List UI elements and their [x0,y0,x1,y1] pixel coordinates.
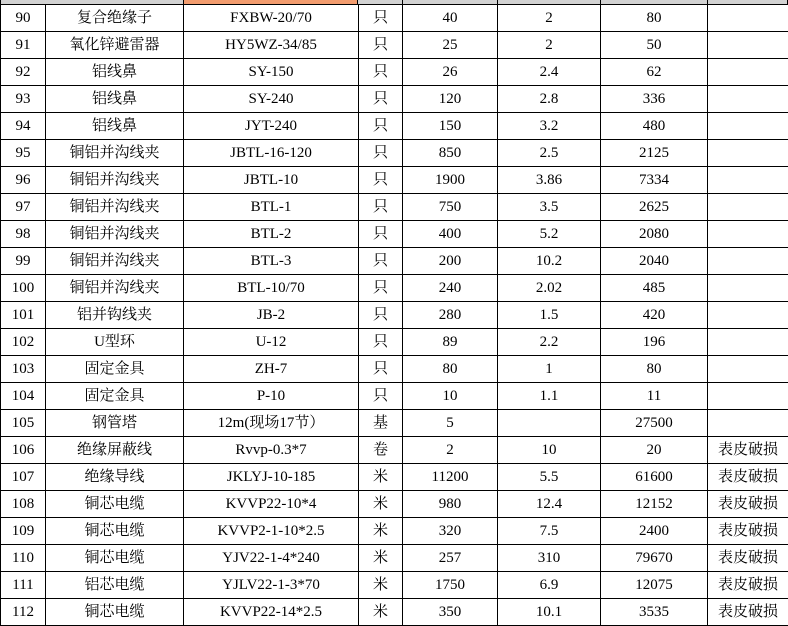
table-row [1,491,788,518]
cell-row-number[interactable]: 105 [1,410,46,437]
cell-material-name[interactable]: 铜铝并沟线夹 [46,248,184,275]
table-row [1,221,788,248]
cell-material-name[interactable]: 铝并钩线夹 [46,302,184,329]
cell-row-number[interactable]: 106 [1,437,46,464]
cell-material-name[interactable]: 铜芯电缆 [46,491,184,518]
cell-total[interactable]: 336 [601,86,708,113]
cell-total[interactable]: 27500 [601,410,708,437]
cell-quantity[interactable]: 10 [403,383,498,410]
cell-material-name[interactable]: 铝线鼻 [46,59,184,86]
cell-note[interactable]: 表皮破损 [708,545,788,572]
cell-note[interactable] [708,113,788,140]
cell-unit-price[interactable]: 2.4 [498,59,601,86]
cell-model-spec[interactable]: SY-150 [184,59,359,86]
cell-material-name[interactable]: 铜铝并沟线夹 [46,194,184,221]
cell-row-number[interactable]: 111 [1,572,46,599]
cell-quantity[interactable]: 350 [403,599,498,626]
cell-total[interactable]: 80 [601,5,708,32]
cell-total[interactable]: 2040 [601,248,708,275]
cell-quantity[interactable]: 1900 [403,167,498,194]
cell-row-number[interactable]: 95 [1,140,46,167]
cell-total[interactable]: 80 [601,356,708,383]
cell-model-spec[interactable]: 12m(现场17节） [184,410,359,437]
cell-unit[interactable]: 米 [359,545,403,572]
cell-note[interactable]: 表皮破损 [708,518,788,545]
cell-total[interactable]: 12075 [601,572,708,599]
materials-table [0,4,788,626]
cell-unit-price[interactable]: 2 [498,32,601,59]
cell-note[interactable] [708,356,788,383]
cell-total[interactable]: 61600 [601,464,708,491]
cell-quantity[interactable]: 980 [403,491,498,518]
cell-unit[interactable]: 米 [359,518,403,545]
cell-unit-price[interactable] [498,410,601,437]
cell-quantity[interactable]: 280 [403,302,498,329]
cell-unit[interactable]: 只 [359,113,403,140]
cell-model-spec[interactable]: JBTL-10 [184,167,359,194]
cell-quantity[interactable]: 150 [403,113,498,140]
cell-unit[interactable]: 米 [359,491,403,518]
cell-total[interactable]: 50 [601,32,708,59]
cell-material-name[interactable]: 固定金具 [46,383,184,410]
cell-unit[interactable]: 只 [359,356,403,383]
cell-material-name[interactable]: 复合绝缘子 [46,5,184,32]
cell-unit-price[interactable]: 12.4 [498,491,601,518]
cell-unit[interactable]: 只 [359,86,403,113]
cell-total[interactable]: 196 [601,329,708,356]
table-row [1,59,788,86]
table-row [1,545,788,572]
cell-note[interactable] [708,86,788,113]
cell-row-number[interactable]: 107 [1,464,46,491]
cell-unit[interactable]: 只 [359,302,403,329]
table-row [1,356,788,383]
cell-model-spec[interactable]: FXBW-20/70 [184,5,359,32]
cell-total[interactable]: 20 [601,437,708,464]
table-row [1,86,788,113]
cell-total[interactable]: 79670 [601,545,708,572]
cell-row-number[interactable]: 97 [1,194,46,221]
cell-total[interactable]: 62 [601,59,708,86]
cell-note[interactable] [708,167,788,194]
cell-material-name[interactable]: 铜芯电缆 [46,545,184,572]
cell-row-number[interactable]: 112 [1,599,46,626]
table-row [1,140,788,167]
cell-material-name[interactable]: 铜芯电缆 [46,518,184,545]
cell-unit-price[interactable]: 1 [498,356,601,383]
cell-unit-price[interactable]: 2.8 [498,86,601,113]
cell-quantity[interactable]: 1750 [403,572,498,599]
cell-note[interactable] [708,140,788,167]
cell-row-number[interactable]: 104 [1,383,46,410]
cell-row-number[interactable]: 100 [1,275,46,302]
cell-note[interactable] [708,302,788,329]
cell-unit-price[interactable]: 3.86 [498,167,601,194]
cell-quantity[interactable]: 320 [403,518,498,545]
cell-quantity[interactable]: 11200 [403,464,498,491]
cell-quantity[interactable]: 5 [403,410,498,437]
cell-note[interactable]: 表皮破损 [708,437,788,464]
cell-note[interactable] [708,5,788,32]
cell-row-number[interactable]: 98 [1,221,46,248]
cell-quantity[interactable]: 400 [403,221,498,248]
cell-model-spec[interactable]: BTL-1 [184,194,359,221]
cell-row-number[interactable]: 91 [1,32,46,59]
cell-model-spec[interactable]: Rvvp-0.3*7 [184,437,359,464]
cell-total[interactable]: 3535 [601,599,708,626]
cell-total[interactable]: 485 [601,275,708,302]
cell-quantity[interactable]: 200 [403,248,498,275]
cell-model-spec[interactable]: JYT-240 [184,113,359,140]
cell-material-name[interactable]: 铜铝并沟线夹 [46,275,184,302]
cell-unit-price[interactable]: 1.5 [498,302,601,329]
cell-model-spec[interactable]: ZH-7 [184,356,359,383]
cell-unit[interactable]: 只 [359,167,403,194]
cell-total[interactable]: 11 [601,383,708,410]
cell-unit[interactable]: 米 [359,599,403,626]
cell-unit[interactable]: 只 [359,59,403,86]
cell-model-spec[interactable]: KVVP22-14*2.5 [184,599,359,626]
cell-model-spec[interactable]: YJLV22-1-3*70 [184,572,359,599]
table-row [1,113,788,140]
cell-material-name[interactable]: U型环 [46,329,184,356]
cell-row-number[interactable]: 102 [1,329,46,356]
cell-unit-price[interactable]: 5.5 [498,464,601,491]
cell-unit[interactable]: 米 [359,464,403,491]
cell-model-spec[interactable]: JBTL-16-120 [184,140,359,167]
cell-unit[interactable]: 只 [359,383,403,410]
cell-row-number[interactable]: 110 [1,545,46,572]
table-row [1,194,788,221]
cell-quantity[interactable]: 25 [403,32,498,59]
cell-row-number[interactable]: 96 [1,167,46,194]
cell-model-spec[interactable]: KVVP2-1-10*2.5 [184,518,359,545]
cell-unit[interactable]: 只 [359,221,403,248]
cell-row-number[interactable]: 109 [1,518,46,545]
cell-model-spec[interactable]: BTL-10/70 [184,275,359,302]
cell-note[interactable] [708,32,788,59]
table-row [1,302,788,329]
cell-row-number[interactable]: 92 [1,59,46,86]
cell-unit-price[interactable]: 10 [498,437,601,464]
cell-unit-price[interactable]: 6.9 [498,572,601,599]
cell-unit-price[interactable]: 10.2 [498,248,601,275]
table-row [1,518,788,545]
table-row [1,572,788,599]
cell-total[interactable]: 12152 [601,491,708,518]
cell-row-number[interactable]: 99 [1,248,46,275]
cell-unit-price[interactable]: 3.2 [498,113,601,140]
cell-total[interactable]: 2625 [601,194,708,221]
cell-note[interactable]: 表皮破损 [708,599,788,626]
cell-model-spec[interactable]: BTL-2 [184,221,359,248]
cell-quantity[interactable]: 89 [403,329,498,356]
cell-material-name[interactable]: 铜铝并沟线夹 [46,140,184,167]
cell-total[interactable]: 2400 [601,518,708,545]
cell-note[interactable]: 表皮破损 [708,572,788,599]
cell-quantity[interactable]: 80 [403,356,498,383]
table-row [1,32,788,59]
cell-material-name[interactable]: 铜铝并沟线夹 [46,221,184,248]
cell-model-spec[interactable]: BTL-3 [184,248,359,275]
cell-model-spec[interactable]: HY5WZ-34/85 [184,32,359,59]
table-row [1,275,788,302]
table-row [1,329,788,356]
cell-material-name[interactable]: 铜铝并沟线夹 [46,167,184,194]
cell-unit-price[interactable]: 1.1 [498,383,601,410]
cell-note[interactable] [708,194,788,221]
table-row [1,167,788,194]
table-row [1,410,788,437]
cell-note[interactable] [708,221,788,248]
cell-unit-price[interactable]: 2 [498,5,601,32]
cell-material-name[interactable]: 固定金具 [46,356,184,383]
table-row [1,383,788,410]
cell-quantity[interactable]: 2 [403,437,498,464]
cell-unit-price[interactable]: 5.2 [498,221,601,248]
cell-row-number[interactable]: 103 [1,356,46,383]
cell-note[interactable]: 表皮破损 [708,491,788,518]
cell-unit[interactable]: 只 [359,248,403,275]
cell-quantity[interactable]: 850 [403,140,498,167]
cell-model-spec[interactable]: P-10 [184,383,359,410]
cell-unit-price[interactable]: 2.5 [498,140,601,167]
cell-total[interactable]: 7334 [601,167,708,194]
cell-model-spec[interactable]: U-12 [184,329,359,356]
cell-material-name[interactable]: 铝芯电缆 [46,572,184,599]
table-body [1,5,788,626]
cell-model-spec[interactable]: JKLYJ-10-185 [184,464,359,491]
cell-material-name[interactable]: 绝缘导线 [46,464,184,491]
cell-model-spec[interactable]: JB-2 [184,302,359,329]
cell-model-spec[interactable]: YJV22-1-4*240 [184,545,359,572]
cell-material-name[interactable]: 氧化锌避雷器 [46,32,184,59]
cell-row-number[interactable]: 93 [1,86,46,113]
cell-unit-price[interactable]: 10.1 [498,599,601,626]
cell-note[interactable]: 表皮破损 [708,464,788,491]
cell-unit[interactable]: 只 [359,275,403,302]
cell-unit[interactable]: 米 [359,572,403,599]
cell-material-name[interactable]: 铜芯电缆 [46,599,184,626]
cell-model-spec[interactable]: SY-240 [184,86,359,113]
cell-note[interactable] [708,275,788,302]
cell-unit-price[interactable]: 2.02 [498,275,601,302]
cell-note[interactable] [708,383,788,410]
cell-unit[interactable]: 只 [359,5,403,32]
cell-unit[interactable]: 只 [359,140,403,167]
table-row [1,437,788,464]
cell-unit[interactable]: 基 [359,410,403,437]
table-row [1,464,788,491]
cell-material-name[interactable]: 钢管塔 [46,410,184,437]
cell-total[interactable]: 420 [601,302,708,329]
cell-unit-price[interactable]: 2.2 [498,329,601,356]
cell-note[interactable] [708,410,788,437]
table-row [1,599,788,626]
cell-row-number[interactable]: 101 [1,302,46,329]
cell-total[interactable]: 2125 [601,140,708,167]
cell-row-number[interactable]: 90 [1,5,46,32]
cell-note[interactable] [708,329,788,356]
cell-total[interactable]: 2080 [601,221,708,248]
cell-quantity[interactable]: 26 [403,59,498,86]
cell-quantity[interactable]: 750 [403,194,498,221]
cell-material-name[interactable]: 铝线鼻 [46,86,184,113]
cell-material-name[interactable]: 铝线鼻 [46,113,184,140]
cell-model-spec[interactable]: KVVP22-10*4 [184,491,359,518]
cell-row-number[interactable]: 94 [1,113,46,140]
cell-material-name[interactable]: 绝缘屏蔽线 [46,437,184,464]
cell-note[interactable] [708,59,788,86]
table-row [1,5,788,32]
cell-unit[interactable]: 卷 [359,437,403,464]
cell-unit-price[interactable]: 7.5 [498,518,601,545]
cell-note[interactable] [708,248,788,275]
table-row [1,248,788,275]
cell-quantity[interactable]: 40 [403,5,498,32]
cell-unit[interactable]: 只 [359,329,403,356]
cell-quantity[interactable]: 120 [403,86,498,113]
cell-unit-price[interactable]: 3.5 [498,194,601,221]
cell-row-number[interactable]: 108 [1,491,46,518]
cell-quantity[interactable]: 240 [403,275,498,302]
cell-total[interactable]: 480 [601,113,708,140]
cell-unit-price[interactable]: 310 [498,545,601,572]
cell-unit[interactable]: 只 [359,194,403,221]
cell-quantity[interactable]: 257 [403,545,498,572]
cell-unit[interactable]: 只 [359,32,403,59]
